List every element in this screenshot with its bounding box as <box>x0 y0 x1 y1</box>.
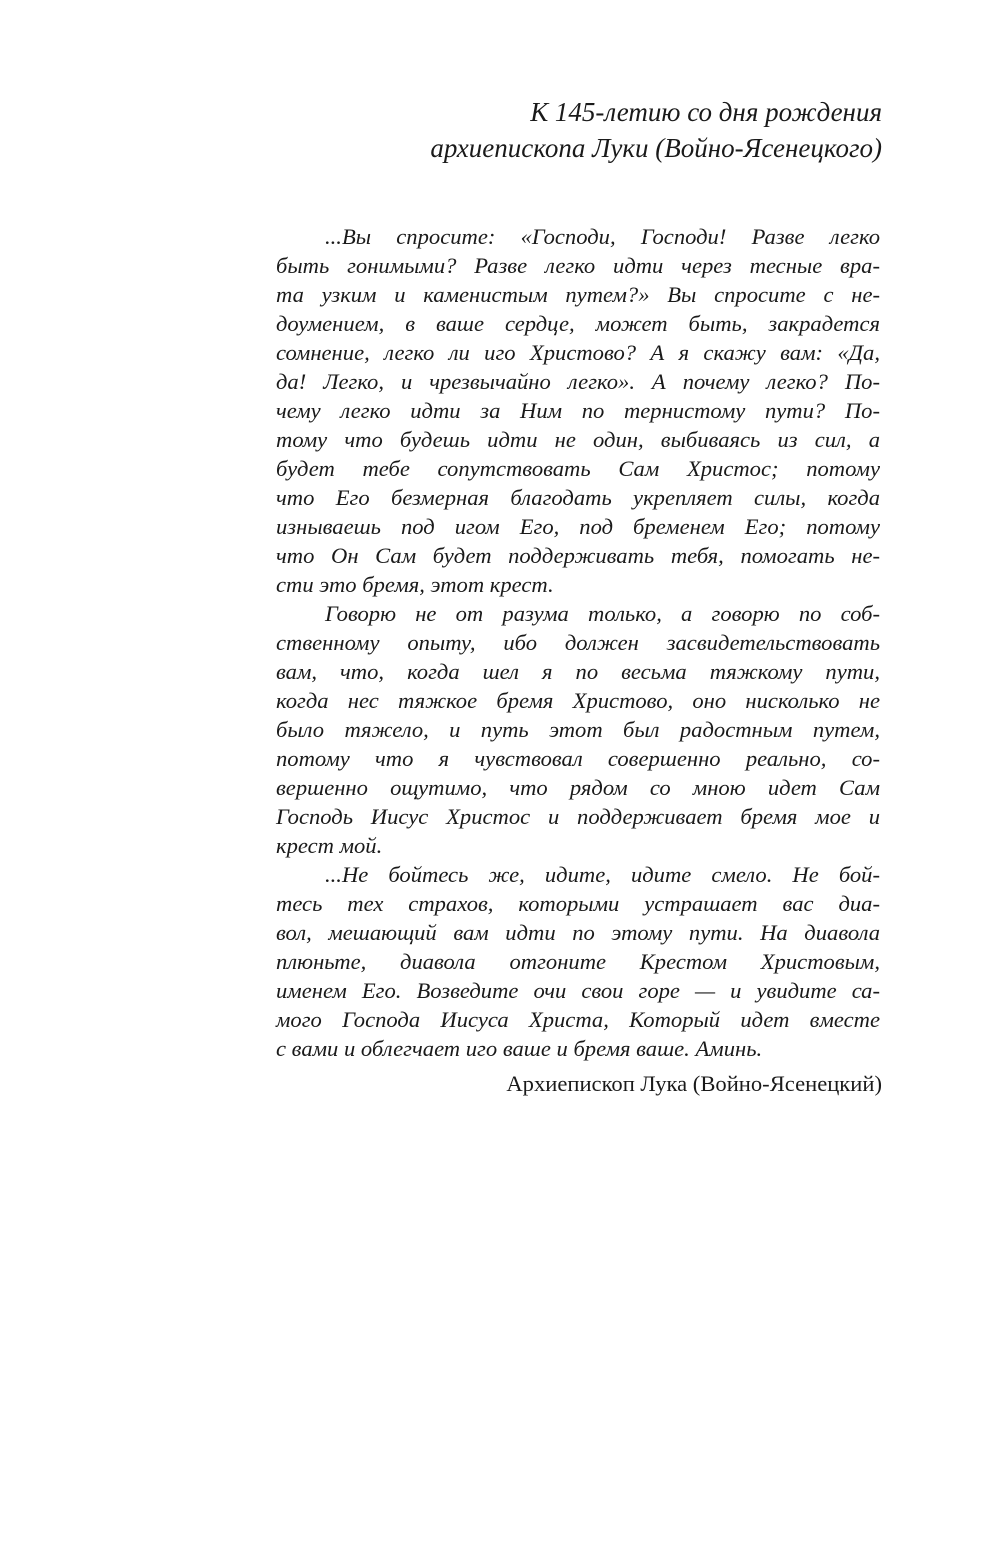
quote-paragraph-2 <box>276 599 880 860</box>
quote-paragraph-3 <box>276 860 880 1063</box>
dedication-line-1: К 145-летию со дня рождения <box>530 97 882 127</box>
text-line: вершенно ощутимо, что рядом со мною идет Сам <box>276 775 880 800</box>
text-line: ственному опыту, ибо должен засвидетельствовать <box>276 630 880 655</box>
text-line: когда нес тяжкое бремя Христово, оно нисколько не <box>276 688 880 713</box>
text-line: будет тебе сопутствовать Сам Христос; потому <box>276 456 880 481</box>
dedication-heading <box>262 94 882 166</box>
text-line: сти это бремя, этот крест. <box>276 572 554 597</box>
dedication-line-2: архиепископа Луки (Войно-Ясенецкого) <box>430 133 882 163</box>
text-line: что Он Сам будет поддерживать тебя, помогать не- <box>276 543 880 568</box>
text-line: тесь тех страхов, которыми устрашает вас диа- <box>276 891 880 916</box>
sermon-quote <box>276 222 880 1063</box>
text-line: потому что я чувствовал совершенно реально, со- <box>276 746 880 771</box>
text-line: доумением, в ваше сердце, может быть, закрадется <box>276 311 880 336</box>
text-line: Говорю не от разума только, а говорю по соб- <box>325 601 880 626</box>
quote-paragraph-1 <box>276 222 880 599</box>
text-line: та узким и каменистым путем?» Вы спросите с не- <box>276 282 880 307</box>
text-line: мого Господа Иисуса Христа, Который идет вместе <box>276 1007 880 1032</box>
text-line: плюньте, диавола отгоните Крестом Христовым, <box>276 949 880 974</box>
text-line: изнываешь под игом Его, под бременем Его; потому <box>276 514 880 539</box>
text-line: ...Не бойтесь же, идите, идите смело. Не бой- <box>325 862 880 887</box>
text-line: тому что будешь идти не один, выбиваясь из сил, а <box>276 427 880 452</box>
text-line: чему легко идти за Ним по тернистому пути? По- <box>276 398 880 423</box>
text-line: что Его безмерная благодать укрепляет силы, когда <box>276 485 880 510</box>
text-line: да! Легко, и чрезвычайно легко». А почему легко? По- <box>276 369 880 394</box>
text-line: Господь Иисус Христос и поддерживает бремя мое и <box>276 804 880 829</box>
text-line: ...Вы спросите: «Господи, Господи! Разве легко <box>325 224 880 249</box>
text-line: вол, мешающий вам идти по этому пути. На диавола <box>276 920 880 945</box>
text-line: с вами и облегчает иго ваше и бремя ваше. Аминь. <box>276 1036 763 1061</box>
text-line: сомнение, легко ли иго Христово? А я скажу вам: «Да, <box>276 340 880 365</box>
text-line: вам, что, когда шел я по весьма тяжкому пути, <box>276 659 880 684</box>
text-line: было тяжело, и путь этот был радостным путем, <box>276 717 880 742</box>
author-signature: Архиепископ Лука (Войно-Ясенецкий) <box>506 1071 882 1096</box>
text-line: именем Его. Возведите очи свои горе — и увидите са- <box>276 978 880 1003</box>
text-line: быть гонимыми? Разве легко идти через тесные вра- <box>276 253 880 278</box>
text-line: крест мой. <box>276 833 383 858</box>
